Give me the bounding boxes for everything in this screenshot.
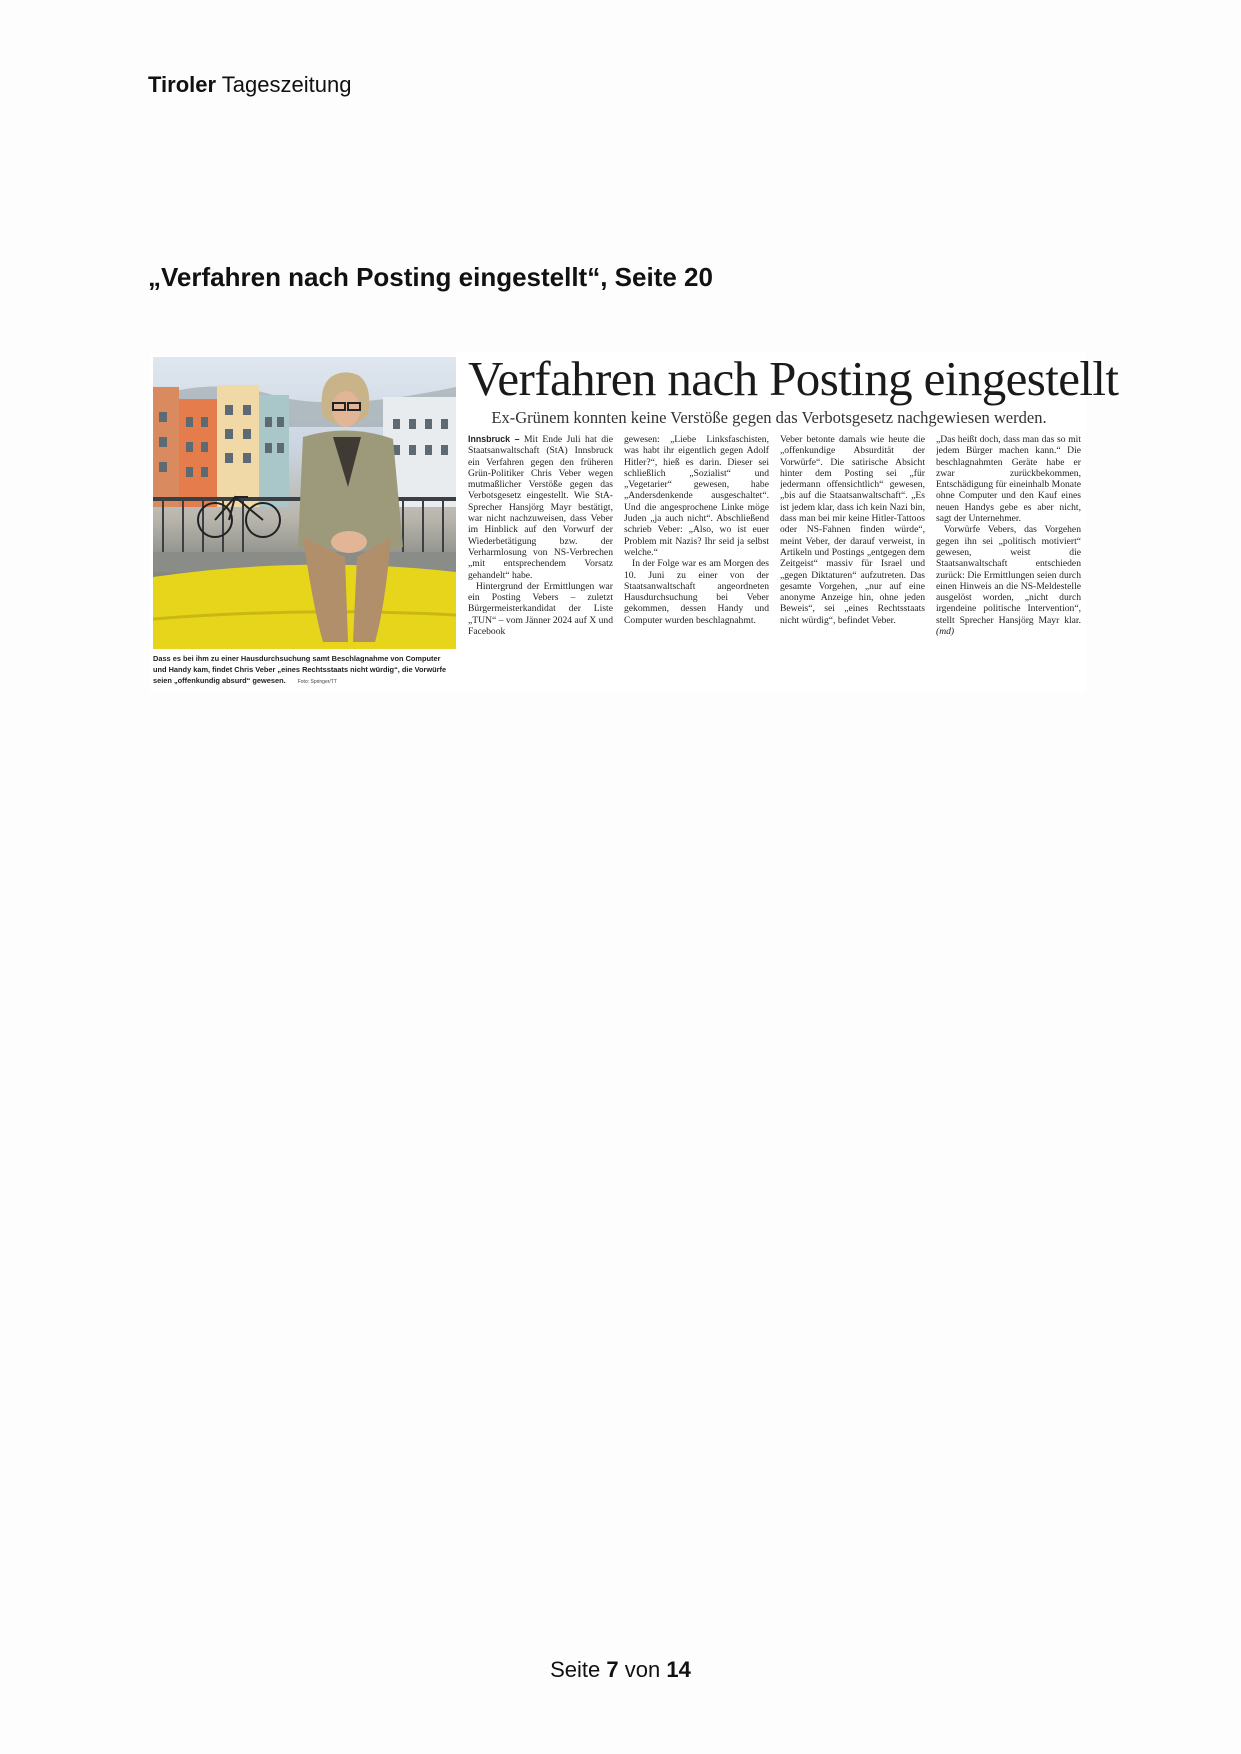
- column-4-paragraph-1: „Das heißt doch, dass man das so mit jedem Bürger machen kann.“ Die beschlagnahmten Geräte habe er zwar zurückbekommen, Entschädigung für eineinhalb Monate ohne Computer und den Kauf eines neuen Handys gebe es aber nicht, sagt der Unternehmer.: [936, 434, 1081, 525]
- publication-name: [148, 72, 351, 98]
- photo-caption: [153, 653, 456, 688]
- article-column-4: [936, 434, 1081, 694]
- page-middle: von: [624, 1657, 661, 1682]
- total-pages: 14: [666, 1657, 691, 1682]
- photo-illustration: [153, 357, 456, 649]
- photo-credit: Foto: Springer/TT: [297, 679, 337, 685]
- article-column-1: [468, 434, 613, 694]
- column-1-paragraph-1: Mit Ende Juli hat die Staatsanwaltschaft (StA) Innsbruck ein Verfahren gegen den früheren Grün-Politiker Chris Veber wegen mutmaßlicher Verstöße gegen das Verbotsgesetz eingestellt. Wie StA-Sprecher Hansjörg Mayr bestätigt, war nicht nachzuweisen, dass Veber im Hinblick auf den Vorwurf der Wiederbetätigung bzw. der Verharmlosung von NS-Verbrechen „mit entsprechendem Vorsatz gehandelt“ habe.: [468, 434, 613, 581]
- article-column-3: [780, 434, 925, 694]
- article-subhead: Ex-Grünem konnten keine Verstöße gegen das Verbotsgesetz nachgewiesen werden.: [491, 408, 1047, 427]
- column-2-paragraph-2: In der Folge war es am Morgen des 10. Juni zu einer von der Staatsanwaltschaft angeordneten Hausdurchsuchung bei Veber gekommen, dessen Handy und Computer wurden beschlagnahmt.: [624, 558, 769, 626]
- dateline: Innsbruck –: [468, 434, 520, 444]
- author-initials: (md): [936, 626, 955, 638]
- brand-rest: Tageszeitung: [221, 72, 352, 97]
- article-headline: Verfahren nach Posting eingestellt: [468, 351, 1119, 406]
- article-column-2: [624, 434, 769, 694]
- column-3-paragraph-1: Veber betonte damals wie heute die „offenkundige Absurdität der Vorwürfe“. Die satirische Absicht hinter dem Posting sei „für jedermann offensichtlich“ gewesen, „bis auf die Staatsanwaltschaft“. „Es ist jedem klar, dass ich kein Nazi bin, dass man bei mir keine Hitler-Tattoos oder NS-Fahnen finden würde“, meint Veber, der darauf verweist, in Artikeln und Postings „entgegen dem Zeitgeist“ massiv für Israel und „gegen Diktaturen“ aufzutreten. Das gesamte Vorgehen, „nur auf eine anonyme Anzeige hin, ohne jeden Beweis“, sei „eines Rechtsstaats nicht würdig“, befindet Veber.: [780, 434, 925, 626]
- caption-text: Dass es bei ihm zu einer Hausdurchsuchung samt Beschlagnahme von Computer und Handy kam, findet Chris Veber „eines Rechtsstaats nicht würdig“, die Vorwürfe seien „offenkundig absurd“ gewesen.: [153, 654, 447, 685]
- column-4-paragraph-2: Vorwürfe Vebers, das Vorgehen gegen ihn sei „politisch motiviert“ gewesen, weist die Staatsanwaltschaft entschieden zurück: Die Ermittlungen seien durch einen Hinweis an die NS-Meldestelle ausgelöst worden, „nicht durch irgendeine politische Intervention“, stellt Sprecher Hansjörg Mayr klar.: [936, 524, 1081, 626]
- page-number: [0, 1657, 1241, 1683]
- column-2-paragraph-1: gewesen: „Liebe Linksfaschisten, was habt ihr eigentlich gegen Adolf Hitler?“, hieß es darin. Dieser sei schließlich „Sozialist“ und „Vegetarier“ gewesen, habe „Andersdenkende ausgeschaltet“. Und die angesprochene Linke möge Juden „ja auch nicht“. Abschließend schrieb Veber: „Also, wo ist euer Problem mit Nazis? Ihr seid ja selbst welche.“: [624, 434, 769, 558]
- column-1-paragraph-2: Hintergrund der Ermittlungen war ein Posting Vebers – zuletzt Bürgermeisterkandidat der Liste „TUN“ – vom Jänner 2024 auf X und Facebook: [468, 580, 613, 638]
- section-title: „Verfahren nach Posting eingestellt“, Seite 20: [148, 262, 713, 292]
- page-prefix: Seite: [550, 1657, 601, 1682]
- current-page: 7: [606, 1657, 619, 1682]
- newspaper-clipping: [150, 351, 1119, 693]
- brand-bold: Tiroler: [148, 72, 217, 97]
- article-photo: [153, 357, 456, 649]
